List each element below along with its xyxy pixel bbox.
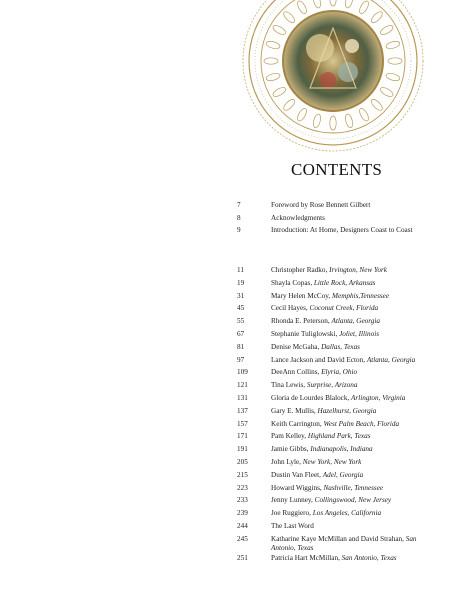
toc-entry-place: Collingswood, New Jersey [314,496,392,505]
toc-page-number: 121 [237,381,248,390]
toc-row [0,509,463,521]
toc-entry-place: Atlanta, Georgia [331,317,380,326]
toc-page-number: 81 [237,342,245,351]
toc-entry-name: Joe Ruggiero, [271,509,313,518]
toc-page-number: 109 [237,368,248,377]
toc-entry-place: San Antonio, Texas [341,553,397,562]
toc-entry-name: Howard Wiggins, [271,483,324,492]
toc-row [0,266,463,278]
toc-entry-place: Memphis,Tennessee [332,291,390,300]
toc-entry-text [271,407,441,417]
toc-entry-place: Irvington, New York [329,266,387,274]
toc-entry-text [271,292,441,302]
toc-entry-place: Surprise, Arizona [306,381,358,390]
toc-entry-name: Jenny Lunney, [271,496,315,505]
toc-entry-place: Dallas, Texas [321,342,360,351]
toc-row [0,368,463,380]
toc-entry-place: Nashville, Tennessee [323,483,384,492]
toc-row [0,445,463,457]
toc-page-number: 45 [237,304,245,313]
toc-entry-text [271,356,441,366]
toc-entry-text [271,554,441,564]
toc-row [0,201,463,213]
toc-entry-place: Coconut Creek, Florida [309,304,379,313]
toc-row [0,407,463,419]
toc-row [0,394,463,406]
toc-row [0,420,463,432]
toc-row [0,484,463,496]
toc-entry-name: Gary E. Mullis, [271,406,318,415]
toc-page-number: 191 [237,445,248,454]
toc-entry-place: Little Rock, Arkansas [313,278,376,287]
toc-entry-place: Joliet, Illinois [339,330,380,338]
toc-page-number: 11 [237,266,244,274]
contents-heading: CONTENTS [291,160,383,179]
toc-row [0,292,463,304]
toc-page-number: 215 [237,470,248,479]
toc-entry-name: Dustin Van Fleet, [271,470,323,479]
toc-entry-place: Adel, Georgia [322,470,364,479]
toc-entry-text [271,226,441,236]
toc-page-number: 31 [237,291,245,300]
toc-entry-name: Christopher Radko, [271,266,330,274]
toc-page-number: 55 [237,317,245,326]
toc-entry-text [271,432,441,442]
toc-entry-name: Tina Lewis, [271,381,307,390]
toc-page-number: 67 [237,330,245,338]
toc-entry-name: Acknowledgments [271,213,325,222]
toc-entry-place: Arlington, Virginia [351,394,406,402]
toc-entry-text [271,509,441,519]
toc-page-number: 205 [237,458,248,466]
toc-entry-place: San Antonio, Texas [271,534,417,553]
toc-entry-name: Shayla Copas, [271,278,314,287]
toc-entry-place: Highland Park, Texas [307,432,371,441]
toc-page-number: 251 [237,553,248,562]
toc-entry-name: Pam Kelley, [271,432,308,441]
toc-entry-text [271,317,441,327]
toc-row [0,330,463,342]
toc-entry-text [271,279,441,289]
toc-entry-name: The Last Word [271,522,314,530]
toc-row [0,226,463,238]
toc-row [0,356,463,368]
toc-entry-name: Introduction: At Home, Designers Coast to Coast [271,226,413,234]
toc-entry-text [271,458,441,468]
toc-row [0,304,463,316]
toc-row [0,432,463,444]
toc-entry-name: John Lyle, [271,458,303,466]
toc-entry-name: Patricia Hart McMillan, [271,553,342,562]
toc-entry-text [271,266,441,276]
toc-page-number: 171 [237,432,248,441]
toc-row [0,458,463,470]
toc-row [0,522,463,534]
toc-entry-text [271,522,441,532]
toc-entry-name: Jamie Gibbs, [271,445,311,454]
toc-row [0,279,463,291]
toc-page-number: 131 [237,394,248,402]
toc-entry-text [271,381,441,391]
toc-row [0,534,463,553]
toc-entry-text [271,343,441,353]
toc-entry-name: Lance Jackson and David Ecton, [271,355,367,364]
toc-entry-place: Elyria, Ohio [321,368,358,377]
toc-row [0,214,463,226]
toc-entry-text [271,304,441,314]
toc-row [0,471,463,483]
toc-entry-name: Rhonda E. Peterson, [271,317,332,326]
toc-page-number: 244 [237,522,248,530]
toc-entry-text [271,201,441,211]
toc-entry-text [271,535,441,554]
toc-page-number: 8 [237,213,241,222]
toc-entry-text [271,484,441,494]
toc-entry-name: DeeAnn Collins, [271,368,322,377]
toc-row [0,343,463,355]
toc-entry-name: Gloria de Lourdes Blalock, [271,394,352,402]
toc-row [0,554,463,566]
toc-entry-place: Atlanta, Georgia [366,355,416,364]
toc-entry-text [271,496,441,506]
toc-page-number: 233 [237,496,248,505]
toc-entry-text [271,471,441,481]
toc-page-number: 7 [237,201,241,209]
toc-entry-name: Denise McGaha, [271,342,322,351]
toc-entry-text [271,394,441,404]
toc-entry-name: Mary Helen McCoy, [271,291,333,300]
toc-page-number: 19 [237,278,245,287]
toc-row [0,317,463,329]
toc-entry-name: Cecil Hayes, [271,304,310,313]
toc-page-number: 9 [237,226,241,234]
toc-row [0,496,463,508]
toc-row [0,381,463,393]
toc-entry-place: West Palm Beach, Florida [323,419,400,428]
toc-entry-place: Hazelhurst, Georgia [317,406,377,415]
toc-page-number: 245 [237,534,248,543]
toc-entry-name: Keith Carrington, [271,419,324,428]
toc-entry-text [271,420,441,430]
toc-entry-text [271,214,441,224]
toc-entry-text [271,368,441,378]
toc-entry-name: Foreword by Rose Bennett Gilbert [271,201,371,209]
toc-entry-place: Los Angeles, California [312,509,382,518]
toc-entry-name: Katharine Kaye McMillan and David Strahan, [271,534,406,543]
toc-entry-name: Stephanie Tuliglowski, [271,330,340,338]
toc-entry-place: Indianapolis, Indiana [310,445,373,454]
toc-page-number: 157 [237,419,248,428]
toc-entry-place: New York, New York [302,458,362,466]
toc-page-number: 97 [237,355,245,364]
toc-entry-text [271,445,441,455]
toc-page-number: 223 [237,483,248,492]
toc-entry-text [271,330,441,340]
toc-page-number: 137 [237,406,248,415]
toc-page-number: 239 [237,509,248,518]
